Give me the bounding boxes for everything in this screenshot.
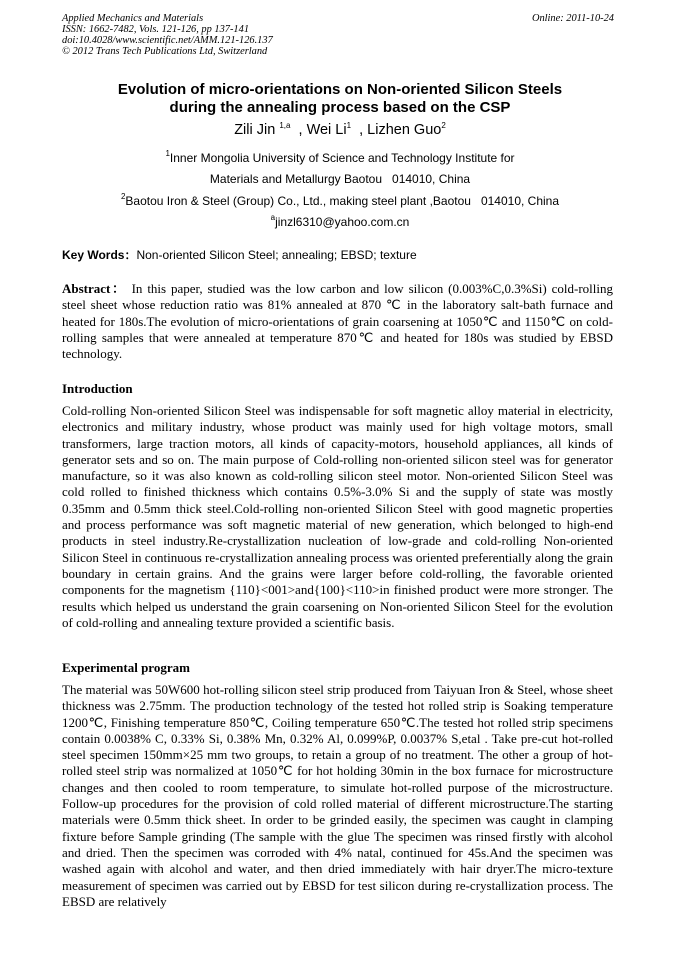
author-separator: , xyxy=(294,122,307,138)
journal-name: Applied Mechanics and Materials xyxy=(62,13,204,24)
abstract xyxy=(62,281,613,362)
author-affiliation-mark: 1 xyxy=(346,121,352,130)
keywords xyxy=(62,248,618,262)
title-line-2: during the annealing process based on the CSP xyxy=(169,99,511,116)
author-name: Wei Li xyxy=(306,122,347,138)
title-line-1: Evolution of micro-orientations on Non-oriented Silicon Steels xyxy=(117,81,563,98)
email-mark: a xyxy=(270,213,276,222)
author-name: Zili Jin xyxy=(234,122,276,138)
keywords-text: Non-oriented Silicon Steel; annealing; EBSD; texture xyxy=(136,248,417,262)
copyright-line: © 2012 Trans Tech Publications Ltd, Switzerland xyxy=(62,46,268,57)
abstract-text: In this paper, studied was the low carbon and low silicon (0.003%C,0.3%Si) cold-rolling steel sheet whose reduction ratio was 81% annealed at 870 ℃ in the laboratory salt-bath furnace and heated for 180s.The evolution of micro-orientations of grain coarsening at 1050℃ and 1150℃ on cold-rolling samples that were annealed at temperature 870℃ and heated for 180s was studied by EBSD technology. xyxy=(62,281,614,362)
online-date: Online: 2011-10-24 xyxy=(531,13,614,24)
author-email: $^a$jinzl6310@yahoo.com.cn xyxy=(270,213,410,229)
section-heading-introduction: Introduction xyxy=(62,381,133,396)
paper-title xyxy=(62,81,618,117)
keywords-label: Key Words： xyxy=(62,248,137,262)
abstract-label: Abstract： xyxy=(62,281,127,296)
introduction-text: Cold-rolling Non-oriented Silicon Steel was indispensable for soft magnetic alloy material in electricity, electronics and military industry, whose product was mainly used for high voltage motors, small transformers, large traction motors, all kinds of capacity-motors, household appliances, all kinds of generator sets and so on. The main purpose of Cold-rolling non-oriented silicon steel was for generator manufacture, so it was also known as cold-rolling silicon steel motor. Non-oriented Silicon Steel was cold rolled to finished thickness which contains 0.5%-3.0% Si and the supply of state was mostly 0.35mm and 0.5mm thick steel.Cold-rolling non-oriented Silicon Steel with good magnetic properties and process performance was soft magnetic material of new generation, which belonged to high-end products in steel industry.Re-crystallization nucleation of low-grade and cold-rolling Non-oriented Silicon Steel in continuous re-crystallization annealing process was oriented preferentially along the grain boundary in certain grains. And the grains were larger before cold-rolling, the favorable oriented components for the magnetism {110}<001>and{100}<110>in finished product were more stronger. The results which helped us understand the grain coarsening on Non-oriented Silicon Steel for the evolution of cold-rolling and annealing texture provided a scientific basis. xyxy=(62,403,613,630)
affiliation-mark: 2 xyxy=(120,192,126,201)
affiliation-1-line-1: $^1$Inner Mongolia University of Science and Technology Institute for xyxy=(165,149,515,165)
section-heading-experimental: Experimental program xyxy=(62,660,190,675)
experimental-text: The material was 50W600 hot-rolling silicon steel strip produced from Taiyuan Iron & Steel, whose sheet thickness was 2.75mm. The production technology of the tested hot rolled strip is Soaking temperature 1200℃, Finishing temperature 850℃, Coiling temperature 650℃.The tested hot rolled strip specimens contain 0.0038% C, 0.33% Si, 0.38% Mn, 0.32% Al, 0.099%P, 0.0037% S,etal . Take pre-cut hot-rolled steel specimen 150mm×25 mm two groups, to retain a group of no treatment. The other a group of hot-rolled steel strip was normalized at 1050℃ for hot holding 30min in the box furnace for microstructure changes and then cooled to room temperature, to simulate hot-rolled purpose of the microstructure. Follow-up procedures for the provision of cold rolled material of different microstructure.The starting materials were 0.5mm thick sheet. In order to be grinded easily, the specimen was caught in clamping fixture before Sample grinding (The sample with the glue The specimen was rinsed firstly with alcohol and dried. Then the specimen was corroded with 4% natal, continued for 45s.And the specimen was washed again with alcohol and water, and then dried immediately with hair dryer.The micro-texture measurement of specimen was carried out by EBSD for test silicon during re-crystallization process. The EBSD are relatively xyxy=(62,682,613,909)
affiliation-1-line-2: Materials and Metallurgy Baotou 014010, China xyxy=(209,172,471,186)
author-name: Lizhen Guo xyxy=(367,122,442,138)
journal-header xyxy=(62,13,618,57)
author-affiliation-mark: 2 xyxy=(441,121,446,130)
issn-line: ISSN: 1662-7482, Vols. 121-126, pp 137-141 xyxy=(62,24,250,35)
author-list xyxy=(62,121,618,139)
affiliation-mark: 1 xyxy=(165,149,170,158)
author-separator: , xyxy=(355,122,368,138)
author-affiliation-mark: 1,a xyxy=(279,121,291,130)
doi-line: doi:10.4028/www.scientific.net/AMM.121-126.137 xyxy=(62,35,273,46)
affiliation-2: $^2$Baotou Iron & Steel (Group) Co., Ltd., making steel plant ,Baotou 014010, China xyxy=(120,192,560,208)
